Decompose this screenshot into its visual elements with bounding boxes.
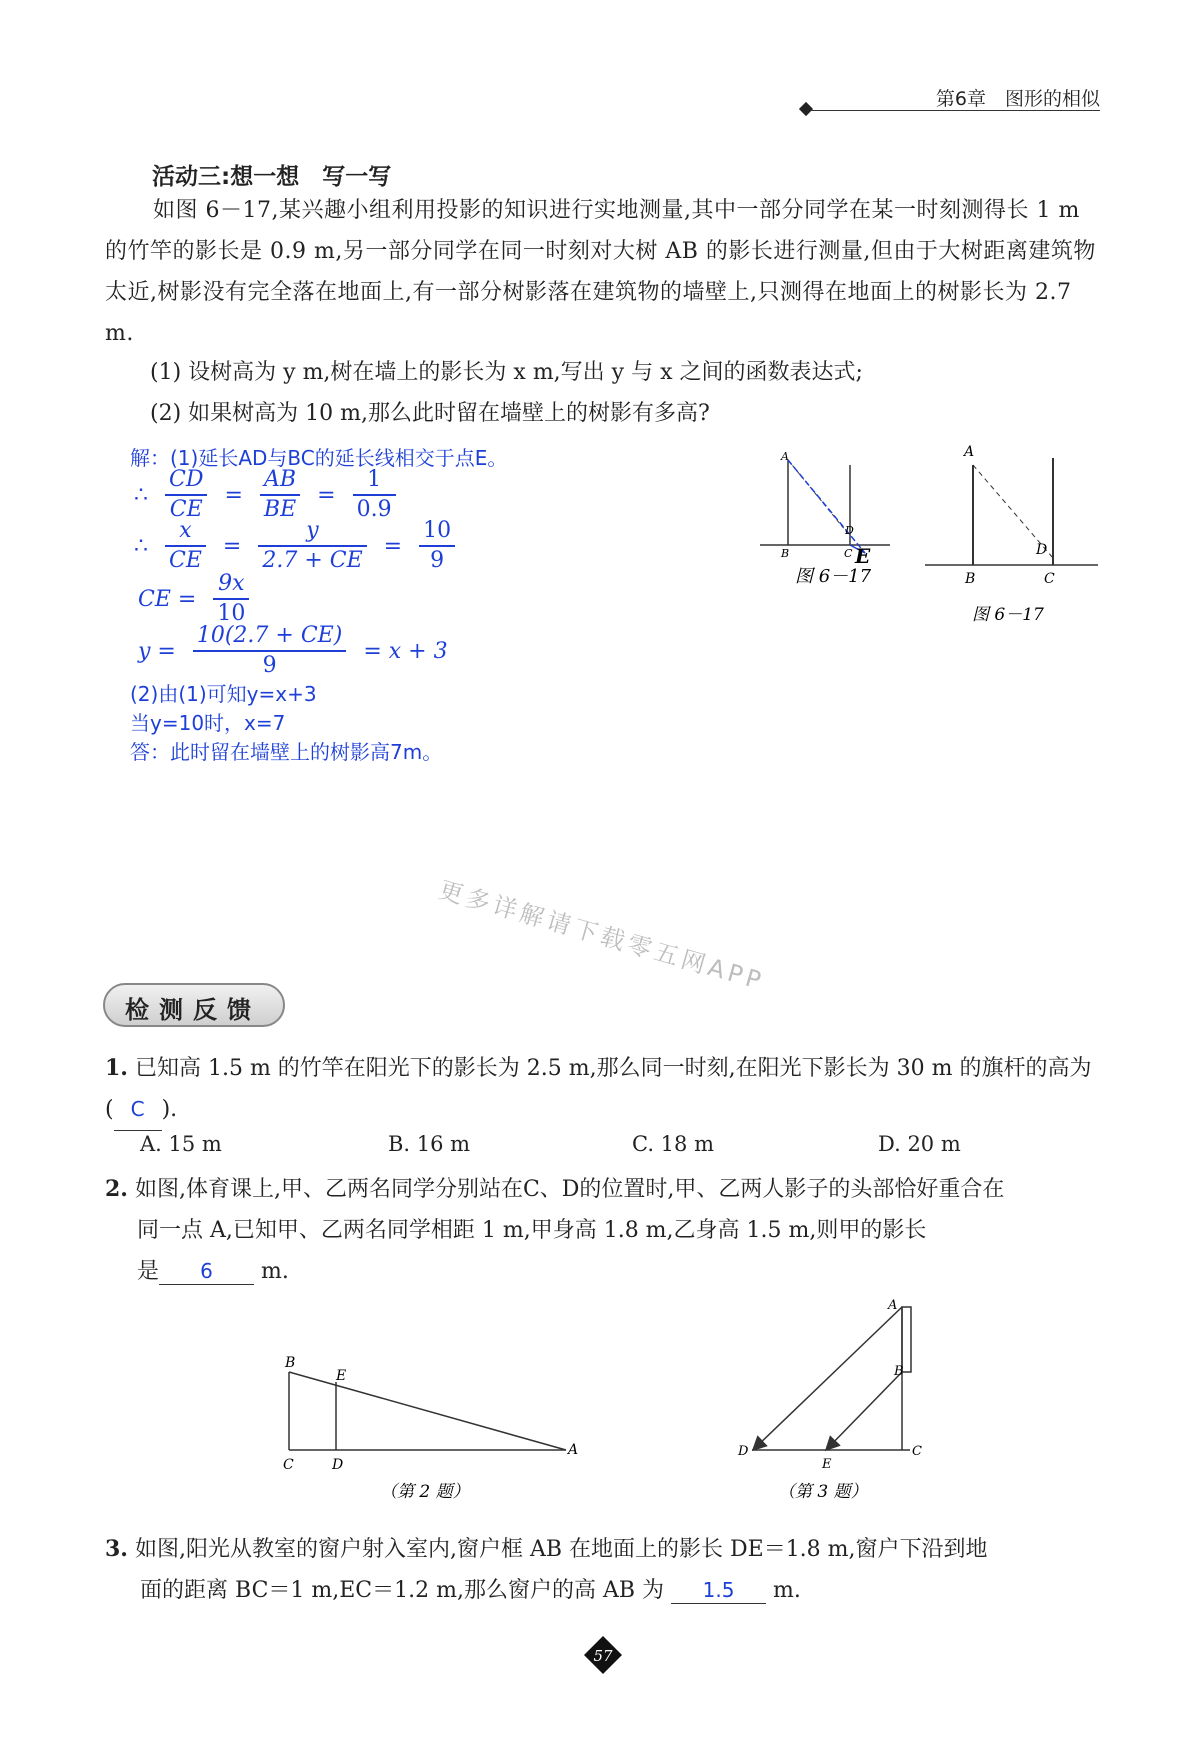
label-B: B xyxy=(965,571,976,587)
feedback-badge: 检测反馈 xyxy=(103,983,285,1027)
label-B: B xyxy=(285,1355,296,1371)
activity-paragraph: 如图 6－17,某兴趣小组利用投影的知识进行实地测量,其中一部分同学在某一时刻测得长 1 m 的竹竿的影长是 0.9 m,另一部分同学在同一时刻对大树 AB 的影长进行测量,但由于大树距离建筑物太近,树影没有完全落在地面上,有一部分树影落在建筑物的墙壁上,只测得在地面上的树影长为 2.7 m. xyxy=(105,198,1096,346)
label-B: B xyxy=(781,547,790,560)
figure-6-17 xyxy=(920,440,1100,630)
label-C: C xyxy=(844,547,853,560)
activity-title: 活动三:想一想 写一写 xyxy=(152,164,392,190)
solution-eq-2: ∴ $\frac{x}{CE}$ = $\frac{y}{2.7 + CE}$ = $\frac{10}{9}$ xyxy=(128,517,459,575)
label-C: C xyxy=(912,1444,922,1459)
label-D: D xyxy=(845,524,854,537)
label-C: C xyxy=(1044,571,1055,587)
label-C: C xyxy=(283,1457,294,1473)
chapter-header: 第6章 图形的相似 xyxy=(935,88,1100,110)
label-B: B xyxy=(894,1364,904,1379)
label-A: A xyxy=(781,450,789,463)
watermark: 更多详解请下载零五网APP xyxy=(435,875,768,996)
q1-option-d: D. 20 m xyxy=(878,1132,961,1156)
label-D: D xyxy=(738,1444,749,1459)
feedback-question-1: 1. 已知高 1.5 m 的竹竿在阳光下的影长为 2.5 m,那么同一时刻,在阳光下影长为 30 m 的旗杆的高为( C ). xyxy=(105,1048,1100,1131)
figure-large-caption: 图 6－17 xyxy=(972,605,1044,625)
solution-line-5: (2)由(1)可知y=x+3 xyxy=(130,682,317,706)
header-rule xyxy=(810,110,1100,111)
header-diamond-icon xyxy=(799,102,813,116)
figure-question-2-caption: （第 2 题） xyxy=(380,1482,470,1500)
figure-question-3-caption: （第 3 题） xyxy=(778,1482,868,1502)
activity-question-1: (1) 设树高为 y m,树在墙上的影长为 x m,写出 y 与 x 之间的函数表达式; xyxy=(150,360,863,385)
label-D: D xyxy=(1036,542,1048,558)
activity-question-2: (2) 如果树高为 10 m,那么此时留在墙壁上的树影有多高? xyxy=(150,401,710,426)
solution-eq-1: ∴ $\frac{CD}{CE}$ = $\frac{AB}{BE}$ = $\frac{1}{0.9}$ xyxy=(128,466,400,524)
page-number xyxy=(583,1635,623,1675)
label-A: A xyxy=(568,1442,579,1458)
q1-option-a: A. 15 m xyxy=(140,1132,222,1156)
solution-eq-3: CE = $\frac{9x}{10}$ xyxy=(132,570,253,628)
q1-option-b: B. 16 m xyxy=(388,1132,471,1156)
feedback-question-2-line-2: 同一点 A,已知甲、乙两名同学相距 1 m,甲身高 1.8 m,乙身高 1.5 m,则甲的影长 xyxy=(137,1218,927,1243)
q3-answer: 1.5 xyxy=(702,1578,735,1602)
figure-question-3 xyxy=(730,1295,950,1505)
label-A: A xyxy=(888,1298,898,1313)
feedback-question-3-line-2: 面的距离 BC＝1 m,EC＝1.2 m,那么窗户的高 AB 为 1.5 m. xyxy=(140,1578,801,1603)
q1-answer: C xyxy=(130,1097,145,1121)
figure-small-caption: 图 6－17 xyxy=(795,566,872,587)
figure-6-17-annotated xyxy=(755,445,895,590)
label-E: E xyxy=(336,1368,347,1384)
q1-option-c: C. 18 m xyxy=(632,1132,714,1156)
label-D: D xyxy=(332,1457,344,1473)
label-E: E xyxy=(855,544,871,568)
label-A: A xyxy=(964,444,975,460)
feedback-question-2-line-1: 2. 如图,体育课上,甲、乙两名同学分别站在C、D的位置时,甲、乙两人影子的头部恰好重合在 xyxy=(105,1176,1005,1202)
label-E: E xyxy=(822,1457,832,1472)
solution-line-1: 解：(1)延长AD与BC的延长线相交于点E。 xyxy=(130,446,508,470)
feedback-question-3-line-1: 3. 如图,阳光从教室的窗户射入室内,窗户框 AB 在地面上的影长 DE＝1.8 m,窗户下沿到地 xyxy=(105,1536,988,1562)
solution-eq-4: y = $\frac{10(2.7 + CE)}{9}$ = x + 3 xyxy=(138,623,448,678)
q2-answer: 6 xyxy=(200,1259,213,1283)
solution-line-7: 答：此时留在墙壁上的树影高7m。 xyxy=(130,740,443,764)
figure-question-2 xyxy=(280,1350,600,1500)
solution-line-6: 当y=10时，x=7 xyxy=(130,711,286,735)
feedback-question-2-line-3: 是 6 m. xyxy=(137,1259,289,1284)
svg-text:57: 57 xyxy=(593,1647,613,1665)
